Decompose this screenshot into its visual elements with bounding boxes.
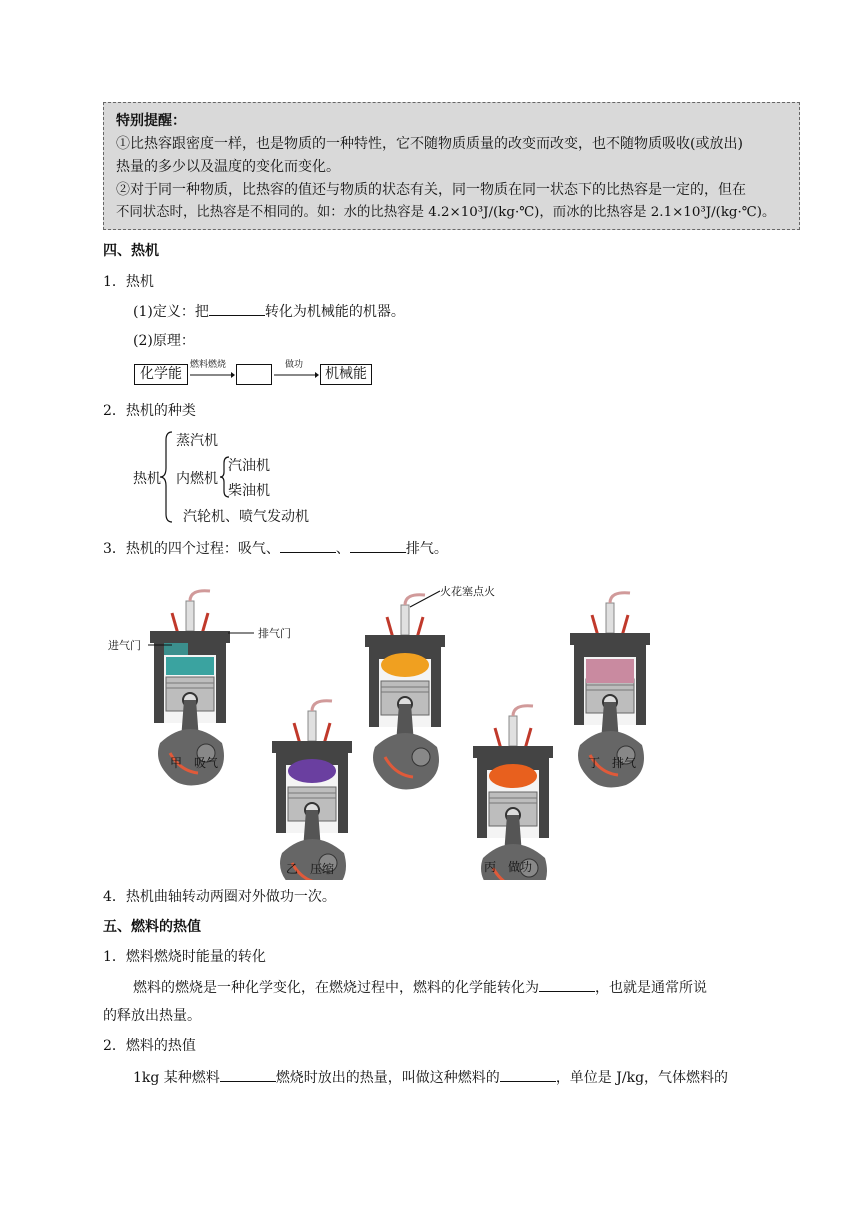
four-strokes-sep: 、 [335, 541, 350, 557]
flow-arrow-2-label: 做功 [285, 360, 304, 370]
item-crank-rotation: 4．热机曲轴转动两圈对外做功一次。 [103, 889, 336, 905]
four-stroke-figure [100, 575, 660, 880]
reminder-line-3: ②对于同一种物质，比热容的值还与物质的状态有关，同一物质在同一状态下的比热容是一定的，但在 [116, 182, 746, 198]
para-heat-value-c: ，单位是 J/kg，气体燃料的 [555, 1070, 729, 1086]
label-intake-valve: 进气门 [108, 639, 141, 652]
reminder-line-4: 不同状态时，比热容是不相同的。如：水的比热容是 4.2×10³J/(kg·℃)，而冰的比热容是 2.1×10³J/(kg·℃)。 [116, 205, 776, 220]
reminder-line-1: ①比热容跟密度一样，也是物质的一种特性，它不随物质质量的改变而改变，也不随物质吸收(或放出) [116, 136, 743, 152]
tree-steam: 蒸汽机 [176, 433, 218, 449]
tree-root: 热机 [133, 471, 161, 487]
item-energy-conversion: 1．燃料燃烧时能量的转化 [103, 949, 266, 965]
para-combustion-line-1 [133, 976, 707, 998]
tree-gasoline: 汽油机 [228, 458, 270, 474]
para-heat-value-a: 1kg 某种燃料 [133, 1070, 220, 1086]
flow-arrow-2 [273, 370, 319, 380]
tree-ice: 内燃机 [176, 471, 218, 487]
label-stroke-power: 丙 做功 [484, 860, 533, 874]
tree-diesel: 柴油机 [228, 483, 270, 499]
para-heat-value [133, 1066, 728, 1088]
principle-label: (2)原理： [133, 333, 195, 349]
section-heading-fuel-value: 五、燃料的热值 [103, 919, 201, 935]
four-strokes-blank-1 [280, 537, 336, 553]
para-combustion-prefix: 燃料的燃烧是一种化学变化，在燃烧过程中，燃料的化学能转化为 [133, 980, 539, 996]
flow-box-mechanical: 机械能 [320, 364, 372, 385]
label-stroke-exhaust: 丁 排气 [588, 756, 637, 770]
four-strokes-suffix: 排气。 [405, 541, 448, 557]
para-combustion-line-2: 的释放出热量。 [103, 1008, 201, 1024]
para-combustion-suffix: ，也就是通常所说 [595, 980, 707, 996]
four-strokes-line [103, 537, 448, 559]
item-engine-types: 2．热机的种类 [103, 403, 196, 419]
four-strokes-blank-2 [350, 537, 406, 553]
para-combustion-blank [539, 976, 595, 992]
item-heat-engine: 1．热机 [103, 274, 154, 290]
engine-power [365, 595, 445, 790]
para-heat-value-blank-2 [500, 1066, 556, 1082]
item-fuel-heat-value: 2．燃料的热值 [103, 1038, 196, 1054]
section-heading-heat-engine: 四、热机 [103, 243, 159, 259]
four-strokes-prefix: 3．热机的四个过程：吸气、 [103, 541, 280, 557]
flow-arrow-1 [189, 370, 235, 380]
label-spark-plug: 火花塞点火 [440, 585, 495, 598]
tree-brace-outer [158, 430, 178, 524]
label-stroke-compression: 乙 压缩 [286, 862, 335, 876]
para-heat-value-blank-1 [220, 1066, 276, 1082]
flow-box-chemical: 化学能 [134, 364, 188, 385]
reminder-title: 特别提醒： [116, 113, 186, 129]
engine-compression [272, 701, 352, 880]
tree-turbine: 汽轮机、喷气发动机 [183, 509, 309, 525]
reminder-line-2: 热量的多少以及温度的变化而变化。 [116, 159, 340, 175]
definition-suffix: 转化为机械能的机器。 [264, 304, 405, 320]
flow-arrow-1-label: 燃料燃烧 [190, 360, 227, 370]
definition-line [133, 300, 405, 322]
para-heat-value-b: 燃烧时放出的热量，叫做这种燃料的 [275, 1070, 500, 1086]
engine-power-2 [473, 706, 553, 880]
label-stroke-intake: 甲 吸气 [170, 756, 219, 770]
reminder-box [103, 102, 800, 230]
flow-box-blank [236, 364, 272, 385]
label-exhaust-valve: 排气门 [258, 627, 291, 640]
definition-prefix: (1)定义：把 [133, 304, 209, 320]
definition-blank [209, 300, 265, 316]
